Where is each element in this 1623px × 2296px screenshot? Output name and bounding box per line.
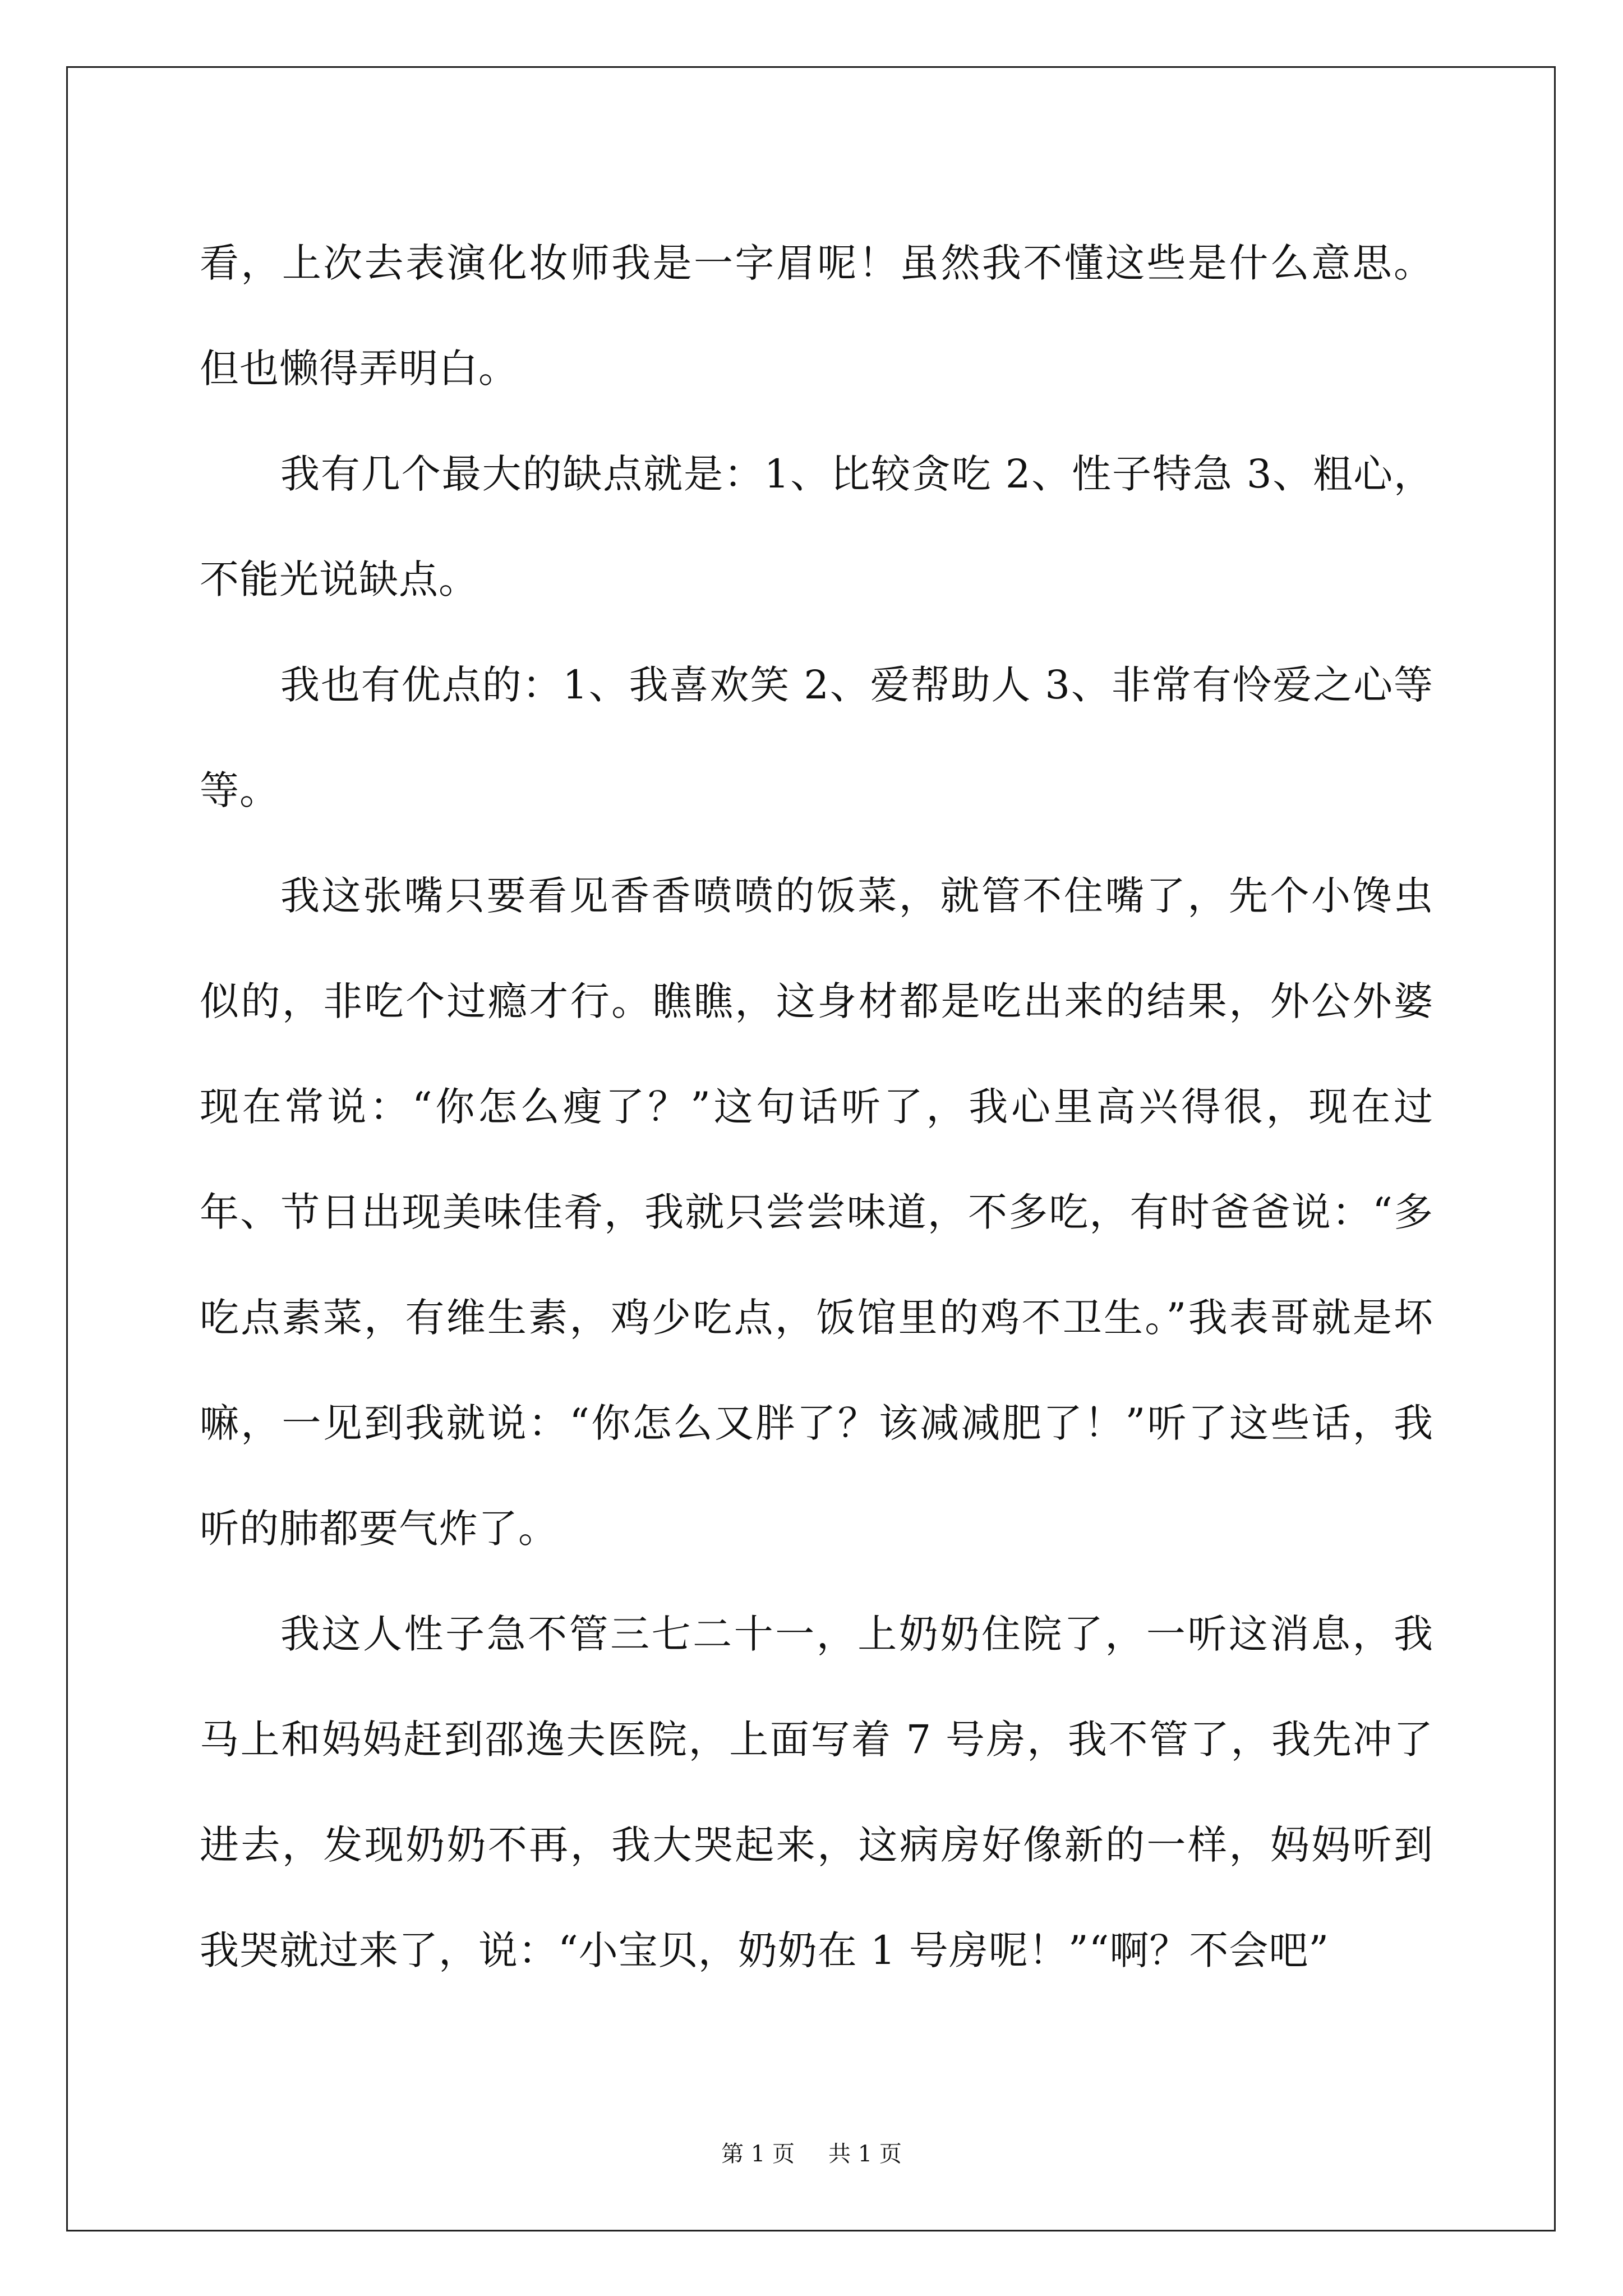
page-footer <box>0 2140 1623 2168</box>
page-number: 第 1 页 <box>721 2141 795 2167</box>
paragraph-3: 我也有优点的：1、我喜欢笑 2、爱帮助人 3、非常有怜爱之心等等。 <box>200 662 1433 813</box>
total-pages: 共 1 页 <box>828 2141 902 2167</box>
paragraph-5: 我这人性子急不管三七二十一，上奶奶住院了，一听这消息，我马上和妈妈赶到邵逸夫医院，上面写着 7 号房，我不管了，我先冲了进去，发现奶奶不再，我大哭起来，这病房好像新的一样，妈妈听到我哭就过来了，说：“小宝贝，奶奶在 1 号房呢！”“啊？不会吧” <box>200 1611 1433 1973</box>
paragraph-2: 我有几个最大的缺点就是：1、比较贪吃 2、性子特急 3、粗心，不能光说缺点。 <box>200 451 1433 602</box>
document-body <box>200 210 1433 2003</box>
paragraph-1: 看，上次去表演化妆师我是一字眉呢！虽然我不懂这些是什么意思。但也懒得弄明白。 <box>200 240 1433 392</box>
paragraph-4: 我这张嘴只要看见香香喷喷的饭菜，就管不住嘴了，先个小馋虫似的，非吃个过瘾才行。瞧瞧，这身材都是吃出来的结果，外公外婆现在常说：“你怎么瘦了？”这句话听了，我心里高兴得很，现在过年、节日出现美味佳肴，我就只尝尝味道，不多吃，有时爸爸说：“多吃点素菜，有维生素，鸡少吃点，饭馆里的鸡不卫生。”我表哥就是坏嘛，一见到我就说：“你怎么又胖了？该减减肥了！”听了这些话，我听的肺都要气炸了。 <box>200 873 1433 1552</box>
